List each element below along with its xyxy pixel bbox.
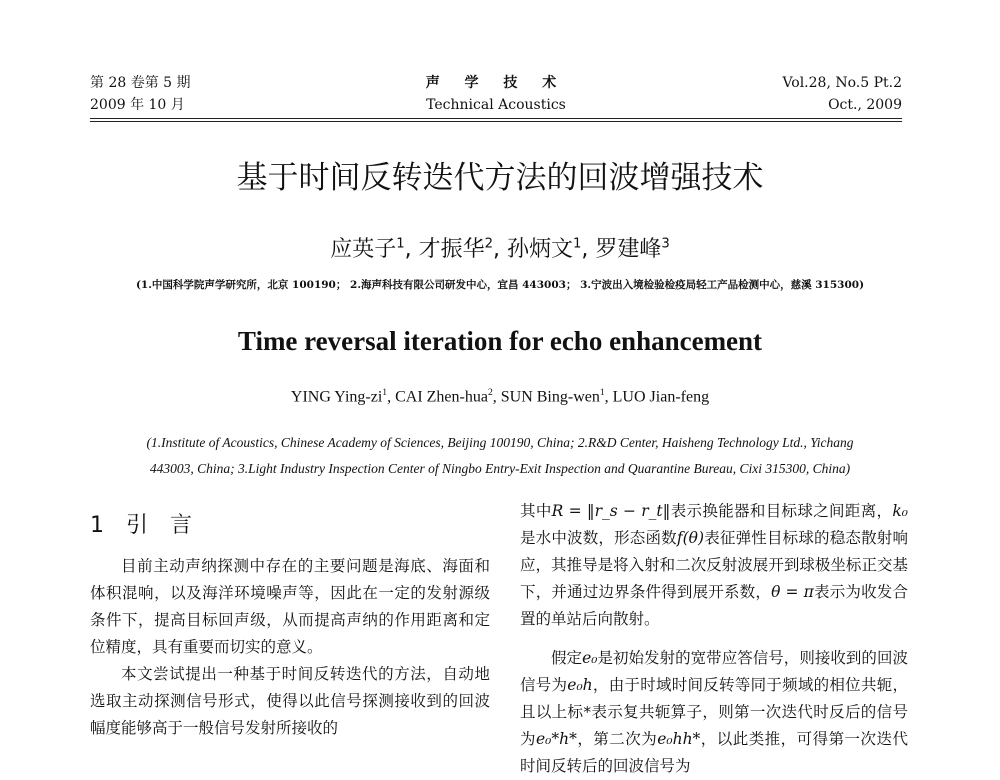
author-affiliation-mark: 1 bbox=[599, 387, 605, 398]
paper-title-cn: 基于时间反转迭代方法的回波增强技术 bbox=[236, 160, 764, 196]
math-distance-formula: R = ‖r_s − r_t‖ bbox=[551, 502, 671, 520]
text-run: 其中 bbox=[520, 502, 552, 520]
author-affiliation-mark: 1 bbox=[396, 236, 405, 252]
math-echo-signal: e₀h bbox=[567, 676, 593, 694]
text-run: 是水中波数，形态函数 bbox=[520, 529, 677, 547]
text-run: 假定 bbox=[551, 649, 583, 667]
text-run: 表示为收发合置的单站后向散射。 bbox=[520, 583, 908, 628]
math-angle: θ = π bbox=[771, 583, 814, 601]
body-paragraph: 目前主动声纳探测中存在的主要问题是海底、海面和体积混响，以及海洋环境噪声等，因此在一定的发射源级条件下，提高目标回声级，从而提高声纳的作用距离和定位精度，具有重要而切实的意义。 bbox=[90, 557, 490, 656]
section-number: 1 bbox=[90, 513, 104, 538]
running-header bbox=[90, 72, 902, 118]
author-list-en: YING Ying-$zi^1$, CAI Zhen-hua$^2$, SUN Bing-wen$^1$, LUO Jian-feng bbox=[290, 387, 710, 406]
right-column bbox=[520, 498, 908, 780]
math-initial-signal: e₀ bbox=[582, 649, 598, 667]
author-affiliation-mark: 2 bbox=[487, 387, 493, 398]
text-run: 表征弹性目标球的稳态散射响应，其推导是将入射和二次反射波展开到球极坐标正交基下，并通过边界条件得到展开系数， bbox=[520, 529, 908, 601]
paper-title-en: Time reversal iteration for echo enhancement bbox=[237, 326, 763, 356]
author-name: 孙炳文 bbox=[507, 237, 574, 262]
body-paragraph: 本文尝试提出一种基于时间反转迭代的方法，自动地选取主动探测信号形式，使得以此信号探测接收到的回波幅度能够高于一般信号发射所接收的 bbox=[90, 665, 490, 737]
author-name: 罗建峰 bbox=[595, 237, 662, 262]
journal-name-en: Technical Acoustics bbox=[426, 97, 566, 113]
text-run: ，由于时域时间反转等同于频域的相位共轭，且以上标*表示复共轭算子，则第一次迭代时反后的信号为 bbox=[520, 676, 908, 748]
author-name: YING Ying-zi bbox=[290, 388, 383, 406]
text-run: 是初始发射的宽带应答信号，则接收到的回波信号为 bbox=[520, 649, 908, 694]
math-form-function: f(θ) bbox=[676, 529, 705, 547]
header-rule-thin bbox=[90, 121, 902, 122]
author-name: SUN Bing-wen bbox=[500, 388, 600, 406]
author-name: 才振华 bbox=[418, 237, 485, 262]
header-rule bbox=[90, 118, 902, 119]
math-second-iteration: e₀hh* bbox=[657, 730, 701, 748]
left-column bbox=[90, 508, 490, 742]
journal-name-cn: 声 学 技 术 bbox=[425, 75, 567, 91]
text-run: 表示换能器和目标球之间距离， bbox=[670, 502, 893, 520]
affiliations-en-line: 443003, China; 3.Light Industry Inspection Center of Ningbo Entry-Exit Inspection and Quarantine Bureau, Cixi 315300, China) bbox=[149, 461, 851, 476]
author-affiliation-mark: 1 bbox=[573, 236, 582, 252]
author-name: 应英子 bbox=[330, 237, 397, 262]
author-list-cn: 应英子$^1$, 才振华$^2$, 孙炳文$^1$, 罗建峰$^3$ bbox=[330, 236, 670, 262]
section-heading bbox=[90, 508, 490, 539]
body-paragraph bbox=[520, 498, 908, 633]
publication-date-cn: 2009 年 10 月 bbox=[90, 97, 185, 113]
section-title: 引 言 bbox=[126, 513, 193, 538]
math-first-iteration: e₀*h* bbox=[535, 730, 577, 748]
author-name: CAI Zhen-hua bbox=[395, 388, 488, 406]
author-name: LUO Jian-feng bbox=[612, 388, 710, 406]
math-wavenumber: k₀ bbox=[892, 502, 908, 520]
publication-date-en: Oct., 2009 bbox=[828, 97, 902, 113]
affiliations-en-line: (1.Institute of Acoustics, Chinese Academy of Sciences, Beijing 100190, China; 2.R&D Center, Haisheng Technology Ltd., Yichang bbox=[146, 435, 854, 450]
affiliations-en bbox=[100, 430, 900, 482]
volume-issue-en: Vol.28, No.5 Pt.2 bbox=[782, 75, 902, 91]
header-center bbox=[90, 72, 902, 116]
author-affiliation-mark: 1 bbox=[382, 387, 388, 398]
header-right bbox=[782, 72, 902, 116]
volume-issue: 第 28 卷第 5 期 bbox=[90, 75, 191, 91]
author-affiliation-mark: 3 bbox=[661, 236, 670, 252]
text-run: ，以此类推，可得第一次迭代时间反转后的回波信号为 bbox=[520, 730, 908, 775]
text-run: ，第二次为 bbox=[576, 730, 658, 748]
affiliations-cn: (1.中国科学院声学研究所，北京 100190； 2.海声科技有限公司研发中心，宜昌 443003； 3.宁波出入境检验检疫局轻工产品检测中心，慈溪 315300) bbox=[135, 279, 865, 291]
author-affiliation-mark: 2 bbox=[484, 236, 493, 252]
